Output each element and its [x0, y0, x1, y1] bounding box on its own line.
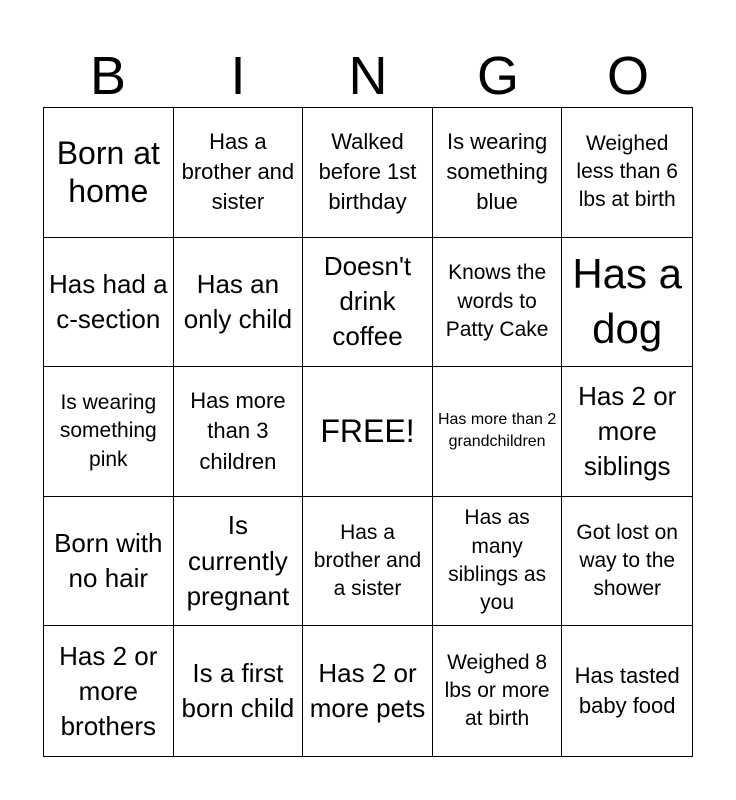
bingo-cell-r1-c3[interactable]: [303, 108, 433, 238]
header-letter-i: I: [230, 46, 246, 106]
bingo-cell-r4-c2[interactable]: [174, 497, 304, 627]
bingo-cell-r2-c2[interactable]: [174, 238, 304, 368]
bingo-cell-r4-c5[interactable]: [562, 497, 692, 627]
cell-text: Is wearing something pink: [59, 390, 157, 471]
bingo-cell-r3-c5[interactable]: [562, 367, 692, 497]
cell-text: Is currently pregnant: [186, 510, 290, 611]
cell-text: Born with no hair: [54, 528, 163, 594]
cell-text: Has had a c-section: [49, 268, 168, 334]
bingo-cell-r2-c3[interactable]: [303, 238, 433, 368]
bingo-cell-r1-c2[interactable]: [174, 108, 304, 238]
bingo-board: [43, 107, 693, 757]
bingo-cell-r4-c1[interactable]: [44, 497, 174, 627]
cell-text: Knows the words to Patty Cake: [445, 261, 549, 342]
bingo-cell-r2-c5[interactable]: [562, 238, 692, 368]
bingo-cell-r1-c5[interactable]: [562, 108, 692, 238]
bingo-cell-r3-c3[interactable]: [303, 367, 433, 497]
bingo-cell-r5-c2[interactable]: [174, 626, 304, 756]
cell-text: Has a brother and sister: [181, 128, 295, 215]
cell-text: Has 2 or more siblings: [578, 380, 677, 482]
header-letter-o: O: [606, 46, 649, 106]
cell-text: Walked before 1st birthday: [318, 128, 417, 215]
cell-text: Has a brother and a sister: [313, 520, 422, 601]
bingo-cell-r3-c2[interactable]: [174, 367, 304, 497]
bingo-cell-r4-c3[interactable]: [303, 497, 433, 627]
header-letter-n: N: [348, 46, 388, 106]
header-letter-g: G: [476, 46, 519, 106]
cell-text: Has 2 or more pets: [309, 658, 426, 724]
bingo-cell-r3-c1[interactable]: [44, 367, 174, 497]
cell-text: Born at home: [56, 134, 160, 210]
cell-text: Weighed 8 lbs or more at birth: [444, 650, 550, 731]
header-letter-b: B: [89, 46, 127, 106]
cell-text: Has an only child: [183, 268, 293, 334]
cell-text: Weighed less than 6 lbs at birth: [576, 131, 678, 212]
cell-text: Has more than 2 grandchildren: [437, 411, 557, 451]
bingo-cell-r2-c1[interactable]: [44, 238, 174, 368]
bingo-cell-r5-c3[interactable]: [303, 626, 433, 756]
bingo-cell-r4-c4[interactable]: [433, 497, 563, 627]
bingo-cell-r5-c4[interactable]: [433, 626, 563, 756]
bingo-cell-r1-c4[interactable]: [433, 108, 563, 238]
cell-text: Has tasted baby food: [574, 662, 680, 719]
cell-text: Has 2 or more brothers: [59, 640, 158, 741]
bingo-cell-r5-c1[interactable]: [44, 626, 174, 756]
cell-text: Has as many siblings as you: [448, 506, 547, 615]
cell-text: Has a dog: [572, 250, 683, 352]
bingo-header: [43, 44, 693, 108]
bingo-cell-r2-c4[interactable]: [433, 238, 563, 368]
bingo-cell-r3-c4[interactable]: [433, 367, 563, 497]
cell-text: Got lost on way to the shower: [576, 520, 678, 601]
bingo-cell-r1-c1[interactable]: [44, 108, 174, 238]
cell-text: Doesn't drink coffee: [323, 251, 412, 352]
cell-text: Is a first born child: [181, 658, 295, 724]
cell-text: FREE!: [320, 413, 415, 450]
cell-text: Has more than 3 children: [190, 387, 286, 474]
bingo-cell-r5-c5[interactable]: [562, 626, 692, 756]
cell-text: Is wearing something blue: [446, 128, 548, 215]
